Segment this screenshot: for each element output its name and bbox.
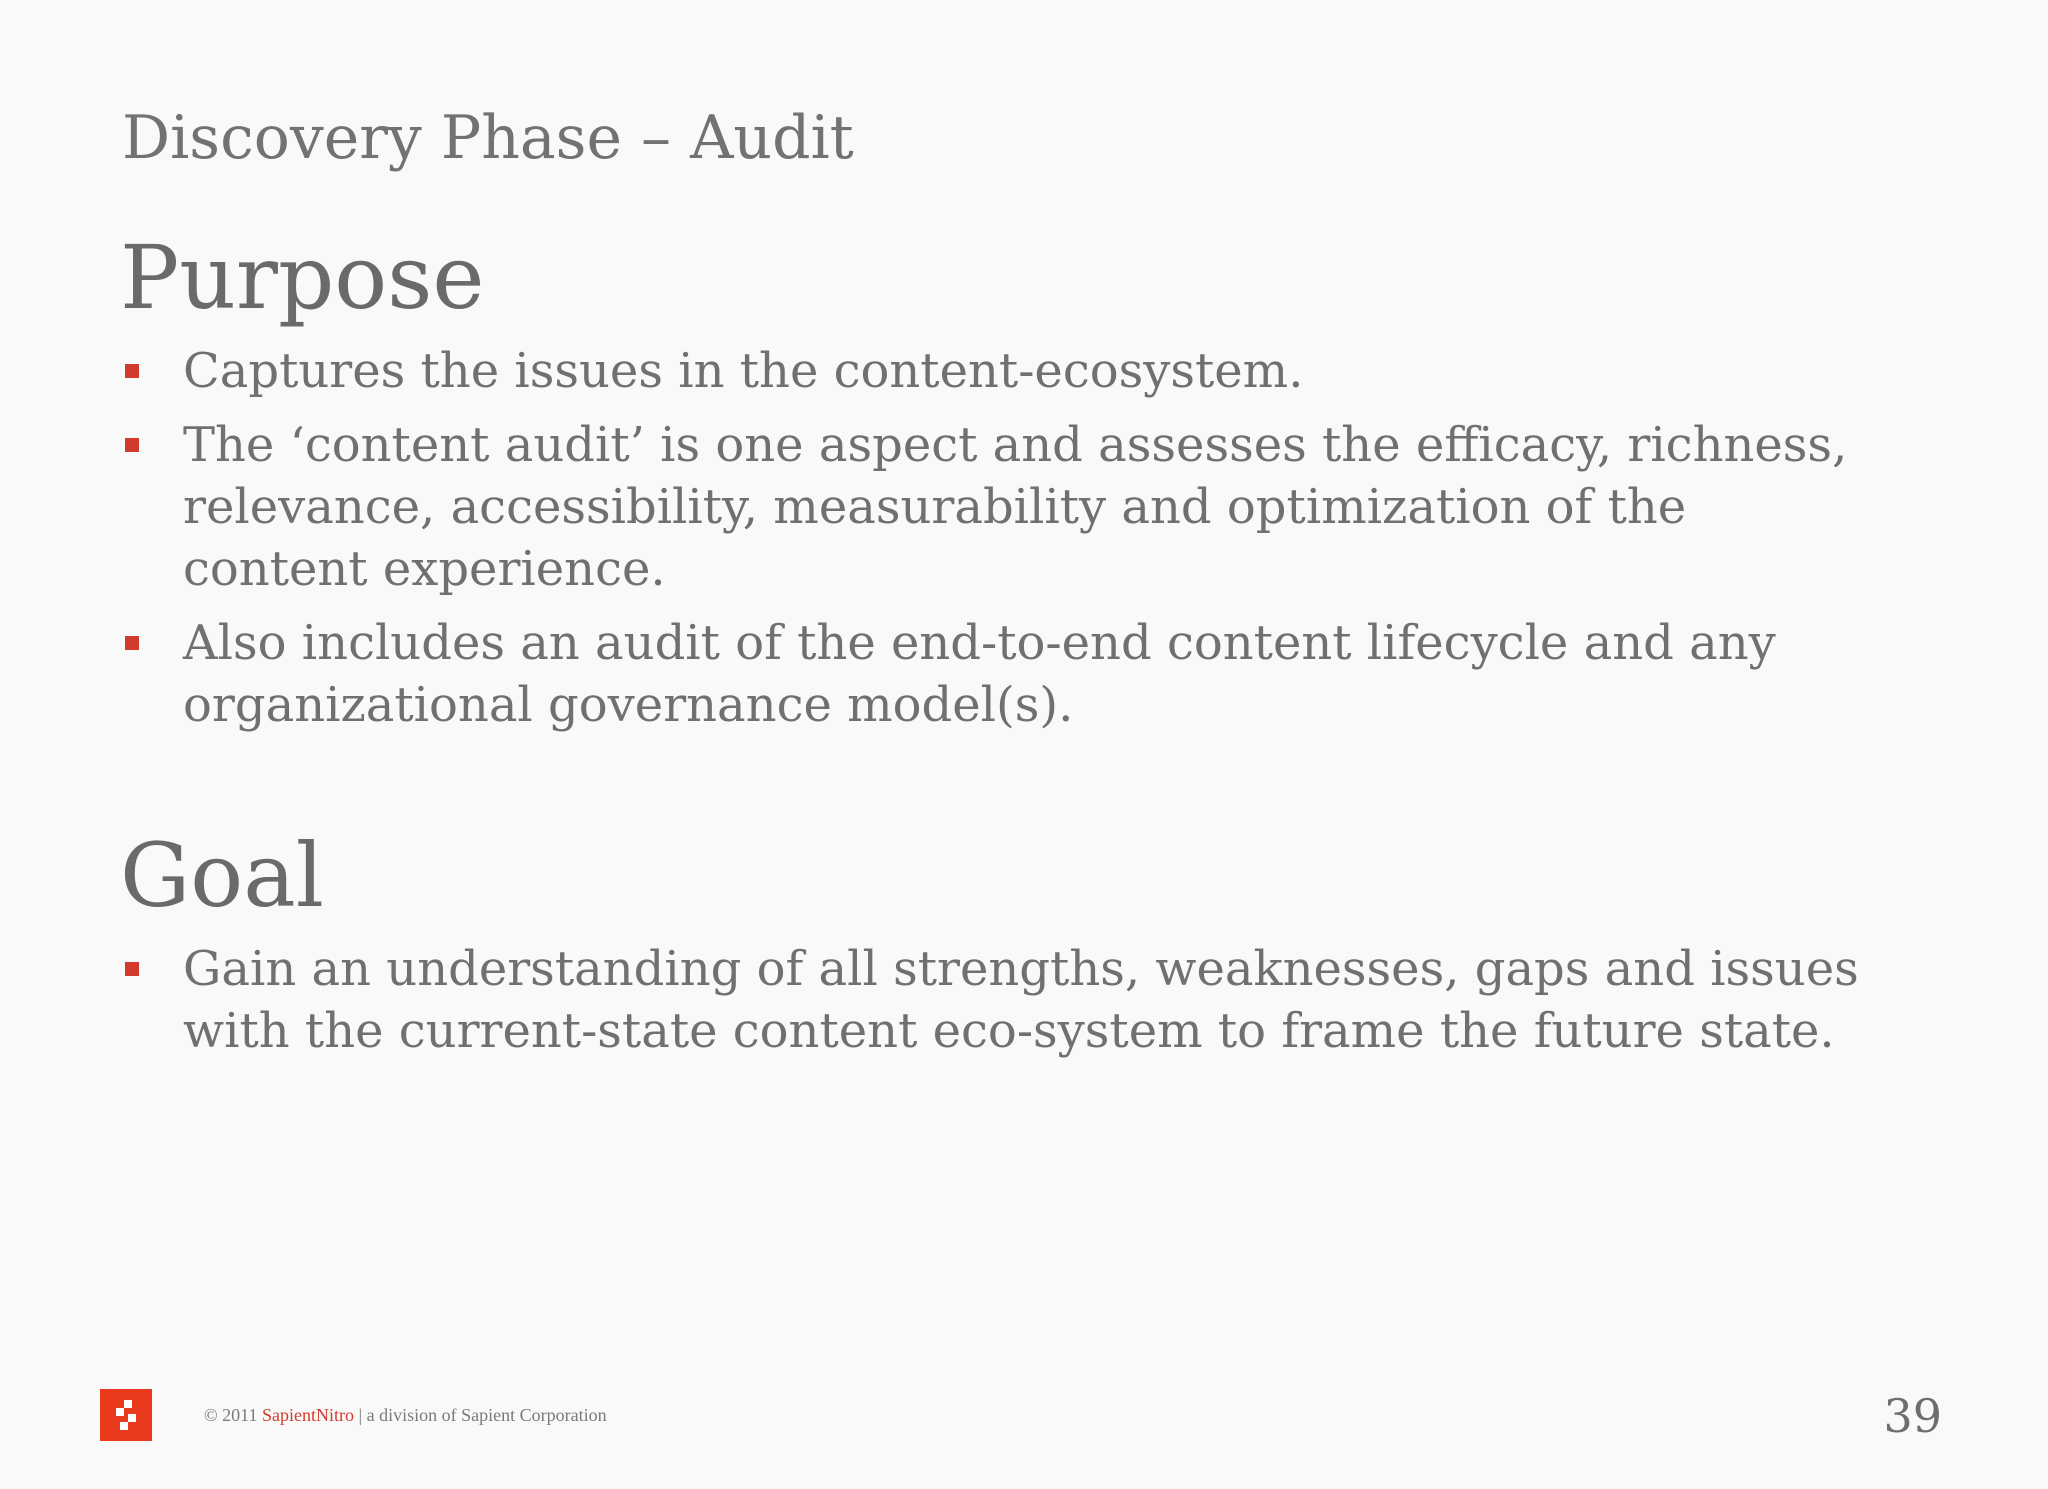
slide-title: Discovery Phase – Audit (122, 103, 854, 173)
purpose-bullet (0, 612, 2048, 736)
footer-copyright (204, 1404, 607, 1426)
purpose-bullet (0, 340, 2048, 402)
footer-copyright-year: © 2011 (204, 1405, 263, 1425)
square-bullet-icon (125, 636, 139, 650)
page-number: 39 (1883, 1389, 1942, 1443)
footer-division: | a division of Sapient Corporation (354, 1405, 607, 1425)
square-bullet-icon (125, 438, 139, 452)
footer-brand: SapientNitro (262, 1405, 355, 1425)
sapient-logo-icon (100, 1389, 152, 1441)
purpose-bullet-text: The ‘content audit’ is one aspect and assesses the efficacy, richness, relevance, accessibility, measurability and optimization of the content experience. (183, 417, 1848, 597)
purpose-heading: Purpose (120, 226, 485, 329)
square-bullet-icon (125, 364, 139, 378)
goal-heading: Goal (120, 824, 324, 927)
purpose-bullet-list (0, 340, 2048, 748)
purpose-bullet-text: Captures the issues in the content-ecosystem. (183, 343, 1304, 399)
goal-bullet-list (0, 938, 2048, 1074)
purpose-bullet (0, 414, 2048, 600)
goal-bullet (0, 938, 2048, 1062)
purpose-bullet-text: Also includes an audit of the end-to-end content lifecycle and any organizational governance model(s). (183, 615, 1776, 733)
square-bullet-icon (125, 962, 139, 976)
goal-bullet-text: Gain an understanding of all strengths, weaknesses, gaps and issues with the current-state content eco-system to frame the future state. (183, 941, 1859, 1059)
